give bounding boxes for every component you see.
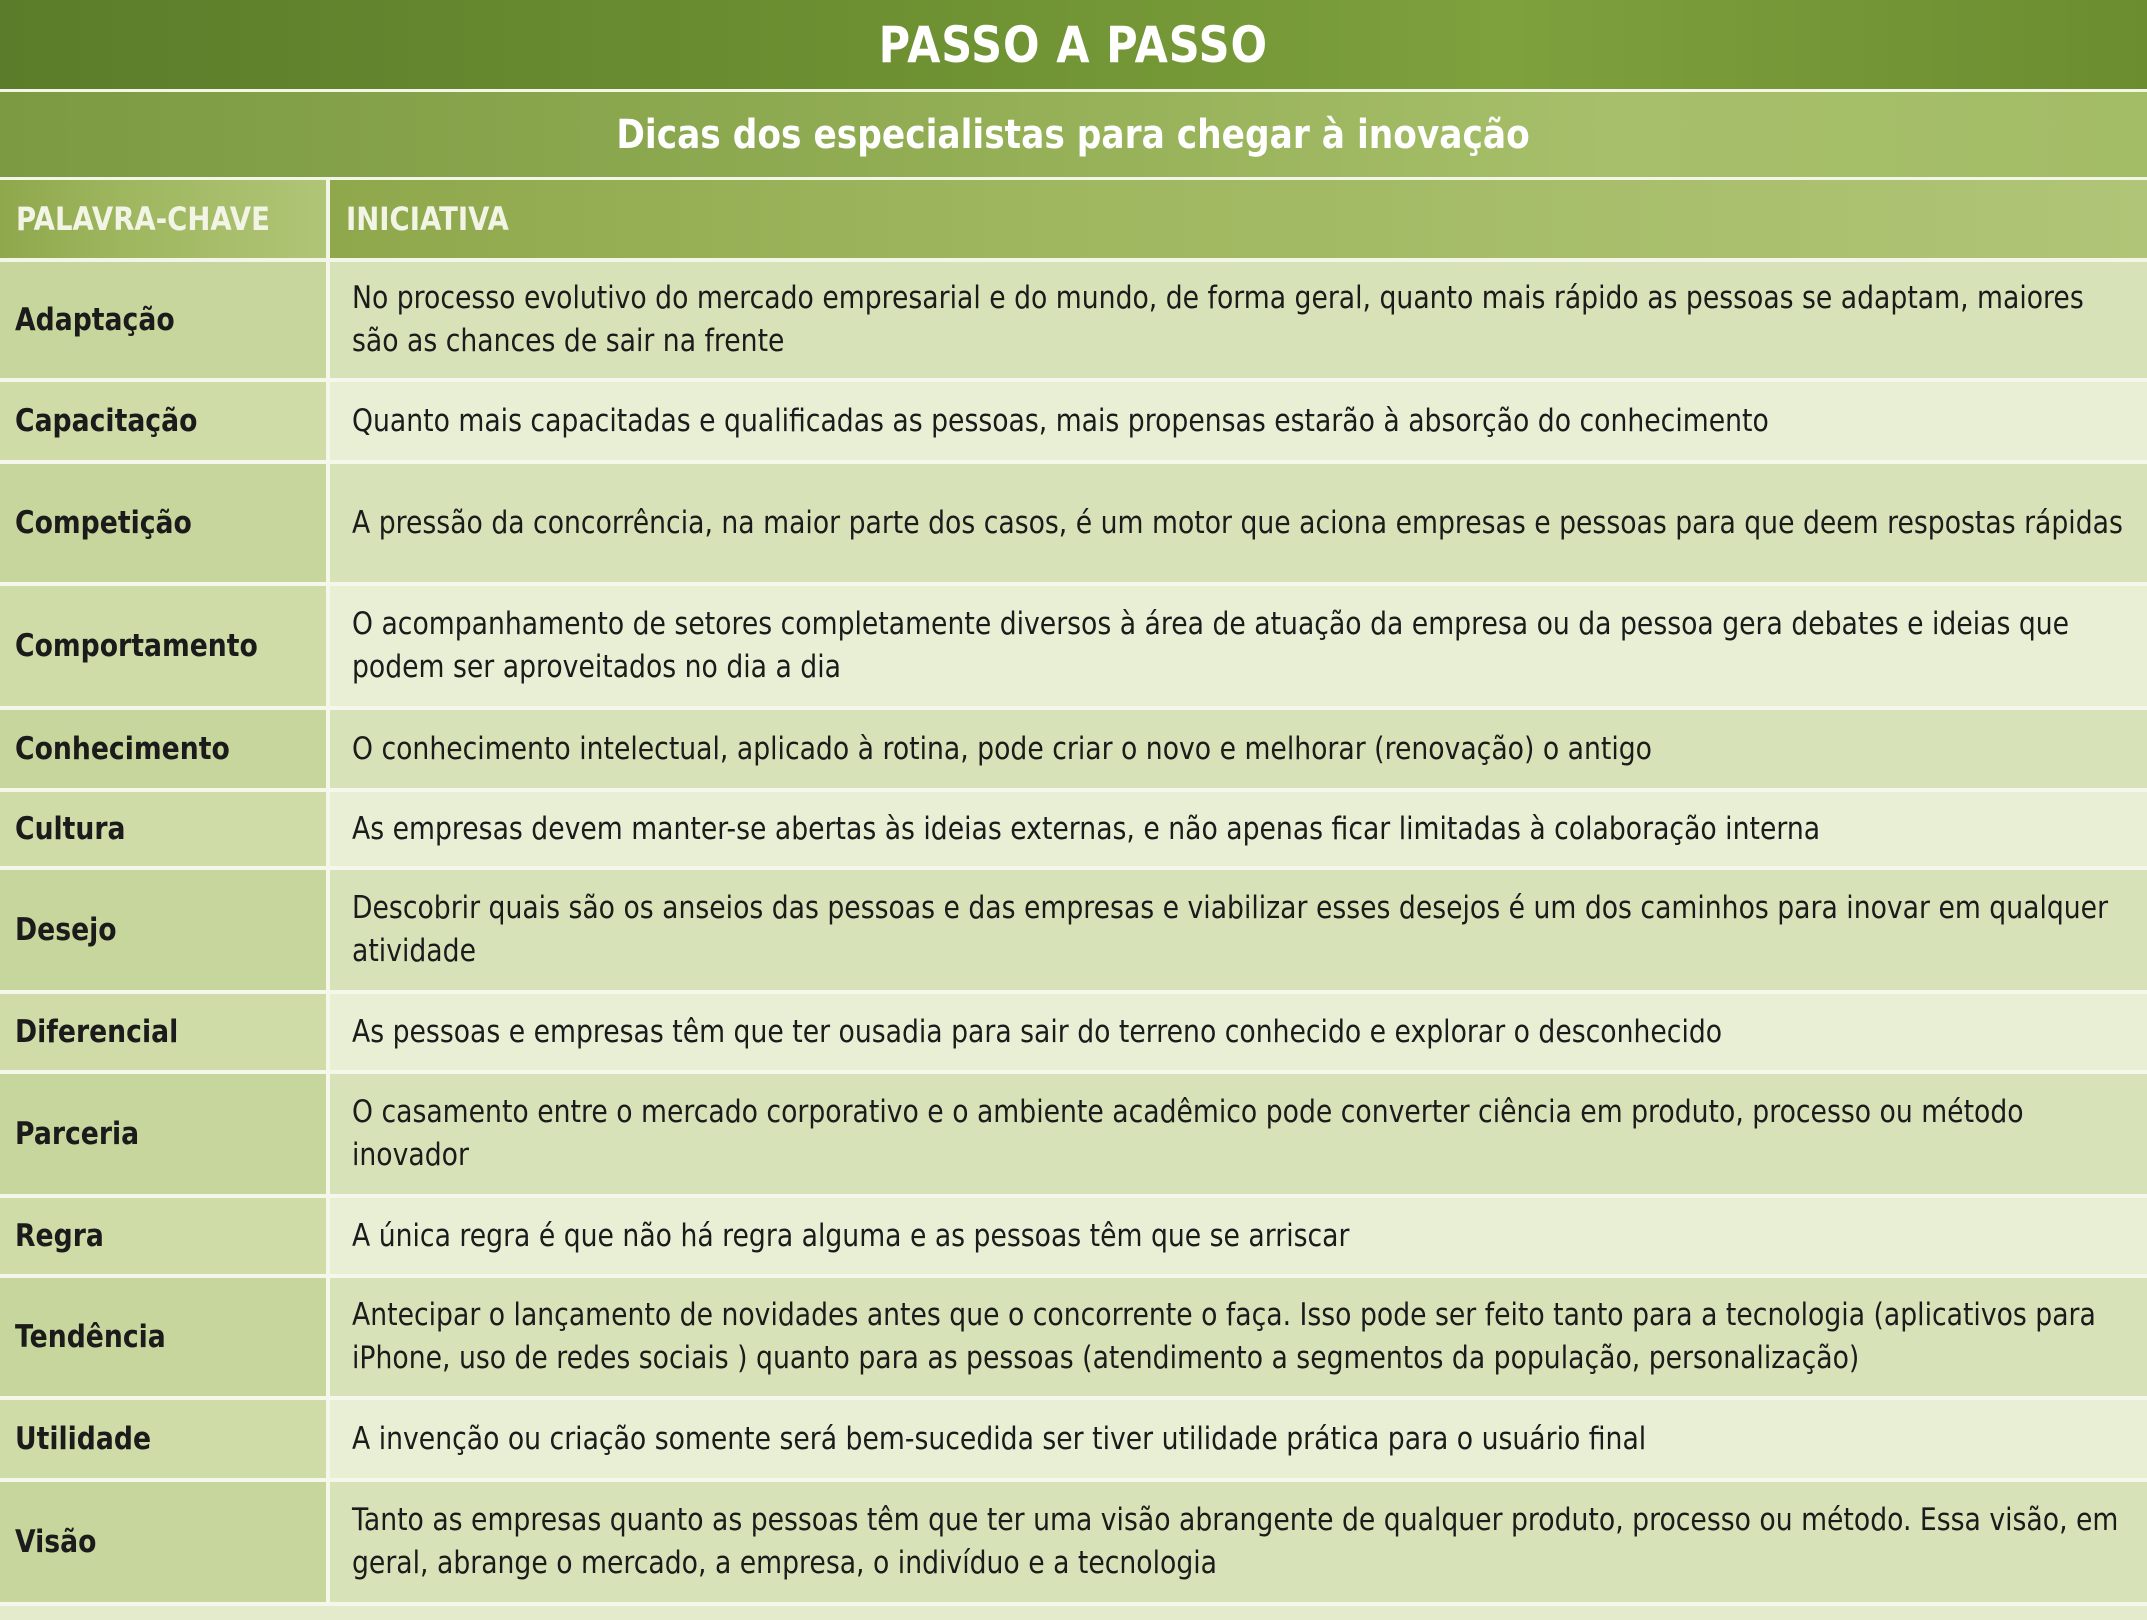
keyword-cell: Cultura — [0, 790, 328, 868]
initiative-cell: No processo evolutivo do mercado empresarial e do mundo, de forma geral, quanto mais rápido as pessoas se adaptam, maiores são as chances de sair na frente — [328, 260, 2147, 380]
initiative-cell: Quanto mais capacitadas e qualificadas as pessoas, mais propensas estarão à absorção do conhecimento — [328, 380, 2147, 462]
column-header-initiative: INICIATIVA — [328, 180, 2147, 260]
tips-table — [0, 180, 2147, 1606]
table-row — [0, 380, 2147, 462]
initiative-cell: O acompanhamento de setores completamente diversos à área de atuação da empresa ou da pessoa gera debates e ideias que podem ser aproveitados no dia a dia — [328, 584, 2147, 708]
initiative-cell: Descobrir quais são os anseios das pessoas e das empresas e viabilizar esses desejos é um dos caminhos para inovar em qualquer atividade — [328, 868, 2147, 992]
keyword-cell: Parceria — [0, 1072, 328, 1196]
initiative-cell: A pressão da concorrência, na maior parte dos casos, é um motor que aciona empresas e pessoas para que deem respostas rápidas — [328, 462, 2147, 584]
table-header-row — [0, 180, 2147, 260]
table-row — [0, 1276, 2147, 1398]
table-row — [0, 462, 2147, 584]
keyword-cell: Desejo — [0, 868, 328, 992]
initiative-cell: Tanto as empresas quanto as pessoas têm que ter uma visão abrangente de qualquer produto, processo ou método. Essa visão, em geral, abrange o mercado, a empresa, o indivíduo e a tecnologia — [328, 1480, 2147, 1604]
column-header-keyword: PALAVRA-CHAVE — [0, 180, 328, 260]
table-row — [0, 260, 2147, 380]
initiative-cell: A única regra é que não há regra alguma e as pessoas têm que se arriscar — [328, 1196, 2147, 1276]
keyword-cell: Visão — [0, 1480, 328, 1604]
keyword-cell: Utilidade — [0, 1398, 328, 1480]
keyword-cell: Competição — [0, 462, 328, 584]
table-row — [0, 1398, 2147, 1480]
page-subtitle: Dicas dos especialistas para chegar à inovação — [616, 111, 1531, 158]
keyword-cell: Diferencial — [0, 992, 328, 1072]
initiative-cell: A invenção ou criação somente será bem-sucedida ser tiver utilidade prática para o usuário final — [328, 1398, 2147, 1480]
initiative-cell: As empresas devem manter-se abertas às ideias externas, e não apenas ficar limitadas à colaboração interna — [328, 790, 2147, 868]
keyword-cell: Tendência — [0, 1276, 328, 1398]
table-row — [0, 992, 2147, 1072]
table-row — [0, 1480, 2147, 1604]
initiative-cell: O conhecimento intelectual, aplicado à rotina, pode criar o novo e melhorar (renovação) o antigo — [328, 708, 2147, 790]
title-bar — [0, 0, 2147, 92]
table-row — [0, 584, 2147, 708]
keyword-cell: Conhecimento — [0, 708, 328, 790]
table-row — [0, 868, 2147, 992]
subtitle-bar — [0, 92, 2147, 180]
initiative-cell: O casamento entre o mercado corporativo e o ambiente acadêmico pode converter ciência em produto, processo ou método inovador — [328, 1072, 2147, 1196]
initiative-cell: As pessoas e empresas têm que ter ousadia para sair do terreno conhecido e explorar o desconhecido — [328, 992, 2147, 1072]
keyword-cell: Adaptação — [0, 260, 328, 380]
keyword-cell: Capacitação — [0, 380, 328, 462]
table-row — [0, 708, 2147, 790]
page-title: PASSO A PASSO — [878, 15, 1269, 74]
table-row — [0, 1196, 2147, 1276]
table-row — [0, 1072, 2147, 1196]
keyword-cell: Regra — [0, 1196, 328, 1276]
initiative-cell: Antecipar o lançamento de novidades antes que o concorrente o faça. Isso pode ser feito tanto para a tecnologia (aplicativos para iPhone, uso de redes sociais ) quanto para as pessoas (atendimento a segmentos da população, personalização) — [328, 1276, 2147, 1398]
keyword-cell: Comportamento — [0, 584, 328, 708]
table-row — [0, 790, 2147, 868]
